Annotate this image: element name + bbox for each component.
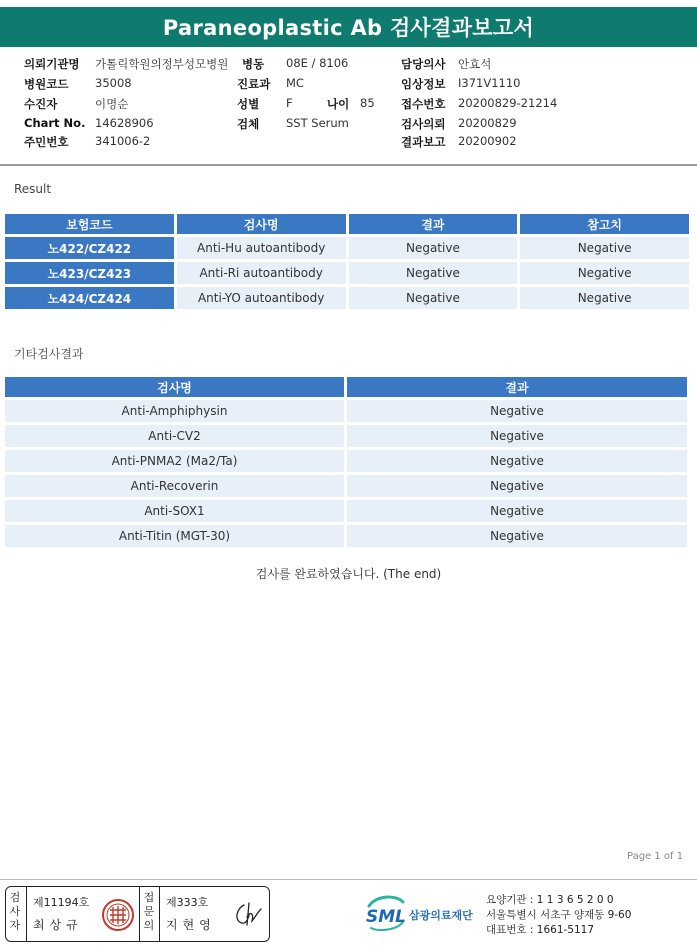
table-row — [5, 450, 687, 472]
col-header-result: 결과 — [349, 214, 518, 234]
chart-no-label: Chart No. — [24, 116, 86, 130]
test-result: Negative — [347, 475, 687, 497]
request-date-value: 20200829 — [458, 116, 517, 130]
reviewer-license: 제333호 — [166, 896, 209, 909]
patient-label: 수진자 — [24, 97, 58, 111]
tester-label: 검사자 — [9, 891, 21, 932]
divider — [159, 887, 160, 941]
receipt-no-value: 20200829-21214 — [458, 96, 558, 110]
ward-value: 08E / 8106 — [286, 56, 349, 70]
test-name: Anti-Amphiphysin — [5, 400, 344, 422]
lab-info — [486, 893, 631, 938]
report-title: Paraneoplastic Ab 검사결과보고서 — [0, 7, 697, 47]
reviewer-label: 접문의 — [143, 891, 155, 932]
footer-divider — [0, 879, 697, 880]
insurance-code: 노422/CZ422 — [5, 237, 174, 259]
other-results-table — [2, 374, 690, 550]
hospital-code-value: 35008 — [95, 76, 132, 90]
other-table-header — [5, 377, 687, 397]
other-section-label: 기타검사결과 — [14, 347, 84, 361]
doctor-label: 담당의사 — [401, 57, 446, 71]
reference-value: Negative — [520, 237, 689, 259]
test-result: Negative — [349, 262, 518, 284]
lab-address: 서울특별시 서초구 양재동 9-60 — [486, 909, 632, 921]
result-table — [2, 211, 692, 312]
signature-box — [5, 886, 270, 942]
sex-value: F — [286, 96, 293, 110]
insurance-code: 노423/CZ423 — [5, 262, 174, 284]
test-name: Anti-SOX1 — [5, 500, 344, 522]
test-result: Negative — [347, 525, 687, 547]
col-header-test-name: 검사명 — [5, 377, 344, 397]
department-label: 진료과 — [237, 77, 271, 91]
request-date-label: 검사의뢰 — [401, 117, 446, 131]
test-name: Anti-YO autoantibody — [177, 287, 346, 309]
report-date-label: 결과보고 — [401, 135, 446, 149]
reference-value: Negative — [520, 287, 689, 309]
table-row — [5, 475, 687, 497]
test-result: Negative — [347, 425, 687, 447]
table-row — [5, 400, 687, 422]
ward-label: 병동 — [242, 57, 265, 71]
table-row — [5, 425, 687, 447]
test-name: Anti-Recoverin — [5, 475, 344, 497]
test-name: Anti-PNMA2 (Ma2/Ta) — [5, 450, 344, 472]
test-name: Anti-Ri autoantibody — [177, 262, 346, 284]
table-row — [5, 500, 687, 522]
hospital-code-label: 병원코드 — [24, 77, 69, 91]
requesting-org-label: 의뢰기관명 — [24, 57, 80, 71]
lab-name: 삼광의료재단 — [409, 909, 473, 922]
doctor-value: 안효석 — [458, 57, 492, 71]
col-header-test-name: 검사명 — [177, 214, 346, 234]
requesting-org-value: 가톨릭학원의정부성모병원 — [95, 57, 229, 71]
age-label: 나이 — [327, 97, 350, 111]
clinical-info-label: 임상정보 — [401, 77, 446, 91]
lab-org-code: 요양기관 : 1 1 3 6 5 2 0 0 — [486, 894, 614, 906]
table-row — [5, 287, 689, 309]
divider — [26, 887, 27, 941]
resident-no-label: 주민번호 — [24, 135, 69, 149]
test-result: Negative — [349, 287, 518, 309]
chart-no-value: 14628906 — [95, 116, 154, 130]
table-row — [5, 262, 689, 284]
test-result: Negative — [349, 237, 518, 259]
col-header-result: 결과 — [347, 377, 687, 397]
insurance-code: 노424/CZ424 — [5, 287, 174, 309]
header-divider — [0, 164, 697, 166]
col-header-reference: 참고치 — [520, 214, 689, 234]
test-name: Anti-Hu autoantibody — [177, 237, 346, 259]
reviewer-name: 지현영 — [166, 918, 216, 932]
lab-phone: 대표번호 : 1661-5117 — [486, 924, 595, 936]
result-table-header — [5, 214, 689, 234]
divider — [139, 887, 140, 941]
page-number: Page 1 of 1 — [627, 851, 684, 862]
patient-info-block — [0, 52, 697, 164]
clinical-info-value: I371V1110 — [458, 76, 521, 90]
specimen-value: SST Serum — [286, 116, 349, 130]
test-result: Negative — [347, 450, 687, 472]
resident-no-value: 341006-2 — [95, 134, 151, 148]
reference-value: Negative — [520, 262, 689, 284]
table-row — [5, 525, 687, 547]
tester-name: 최상규 — [33, 918, 83, 932]
report-date-value: 20200902 — [458, 134, 517, 148]
age-value: 85 — [360, 96, 375, 110]
test-result: Negative — [347, 400, 687, 422]
table-row — [5, 237, 689, 259]
signature-icon — [232, 899, 266, 929]
lab-logo-text: SML — [366, 907, 406, 927]
result-section-label: Result — [14, 182, 52, 196]
specimen-label: 검체 — [237, 117, 260, 131]
receipt-no-label: 접수번호 — [401, 97, 446, 111]
test-result: Negative — [347, 500, 687, 522]
test-name: Anti-Titin (MGT-30) — [5, 525, 344, 547]
official-seal-icon — [101, 898, 135, 932]
department-value: MC — [286, 76, 304, 90]
tester-license: 제11194호 — [33, 896, 90, 909]
end-note: 검사를 완료하였습니다. (The end) — [255, 567, 442, 581]
col-header-insurance-code: 보험코드 — [5, 214, 174, 234]
sex-label: 성별 — [237, 97, 260, 111]
test-name: Anti-CV2 — [5, 425, 344, 447]
patient-value: 이명순 — [95, 97, 129, 111]
